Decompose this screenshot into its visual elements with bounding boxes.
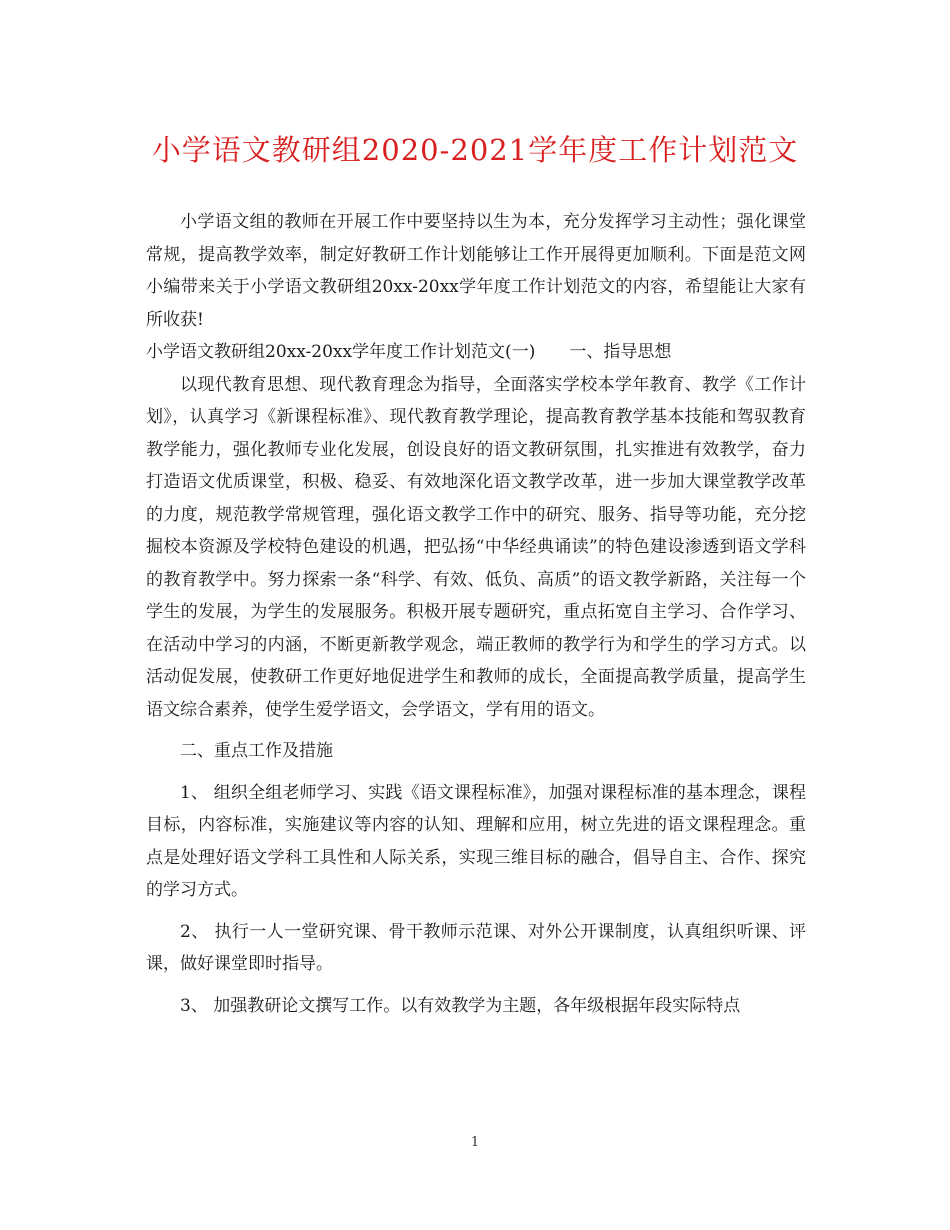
- section-heading-line: 小学语文教研组20xx-20xx学年度工作计划范文(一) 一、指导思想: [146, 342, 672, 362]
- document-body: [146, 206, 806, 1022]
- measure-item-2: 2、 执行一人一堂研究课、骨干教师示范课、对外公开课制度，认真组织听课、评课，做好课堂即时指导。: [146, 921, 806, 974]
- measure-item-1: 1、 组织全组老师学习、实践《语文课程标准》，加强对课程标准的基本理念，课程目标，内容标准，实施建议等内容的认知、理解和应用，树立先进的语文课程理念。重点是处理好语文学科工具性和人际关系，实现三维目标的融合，倡导自主、合作、探究的学习方式。: [146, 782, 806, 900]
- guiding-ideology-paragraph: 以现代教育思想、现代教育理念为指导，全面落实学校本学年教育、教学《工作计划》，认真学习《新课程标准》、现代教育教学理论，提高教育教学基本技能和驾驭教育教学能力，强化教师专业化发展，创设良好的语文教研氛围，扎实推进有效教学，奋力打造语文优质课堂，积极、稳妥、有效地深化语文教学改革，进一步加大课堂教学改革的力度，规范教学常规管理，强化语文教学工作中的研究、服务、指导等功能，充分挖掘校本资源及学校特色建设的机遇，把弘扬“中华经典诵读”的特色建设渗透到语文学科的教育教学中。努力探索一条“科学、有效、低负、高质”的语文教学新路，关注每一个学生的发展，为学生的发展服务。积极开展专题研究，重点拓宽自主学习、合作学习、在活动中学习的内涵，不断更新教学观念，端正教师的教学行为和学生的学习方式。以活动促发展，使教研工作更好地促进学生和教师的成长，全面提高教学质量，提高学生语文综合素养，使学生爱学语文，会学语文，学有用的语文。: [146, 374, 806, 720]
- measure-item-3: 3、 加强教研论文撰写工作。以有效教学为主题，各年级根据年段实际特点: [180, 995, 741, 1016]
- page-number: 1: [470, 1135, 480, 1150]
- intro-paragraph: 小学语文组的教师在开展工作中要坚持以生为本，充分发挥学习主动性；强化课堂常规，提高教学效率，制定好教研工作计划能够让工作开展得更加顺利。下面是范文网小编带来关于小学语文教研组20xx-20xx学年度工作计划范文的内容，希望能让大家有所收获!: [146, 212, 806, 330]
- key-work-heading: 二、重点工作及措施: [180, 741, 333, 761]
- document-title: 小学语文教研组2020-2021学年度工作计划范文: [151, 133, 799, 167]
